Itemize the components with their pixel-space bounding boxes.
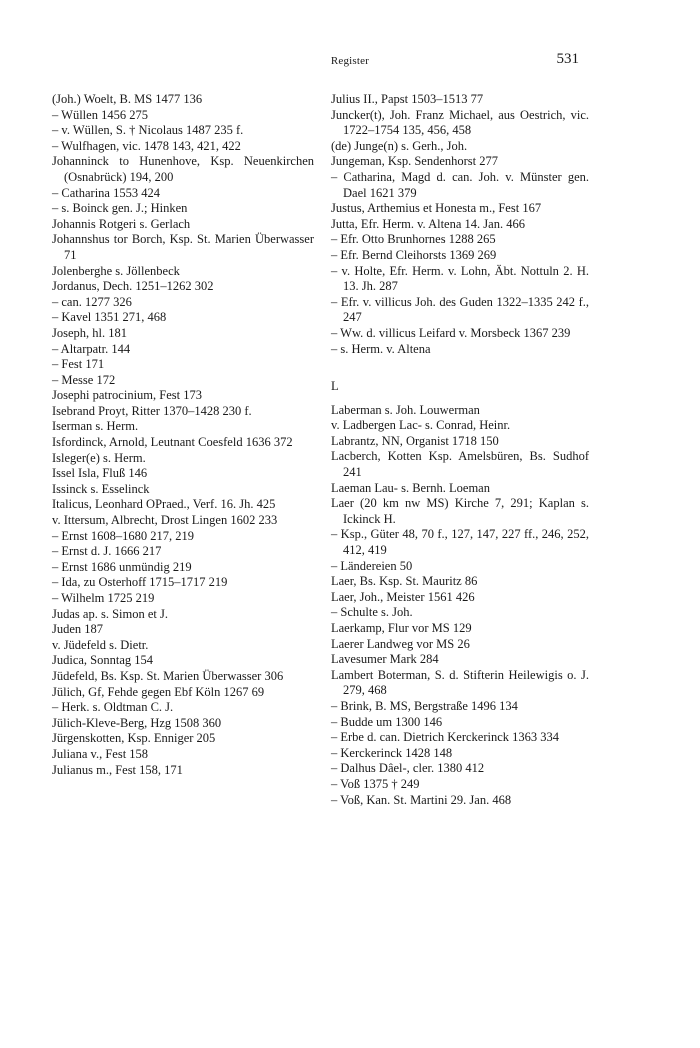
index-entry: Jolenberghe s. Jöllenbeck (52, 263, 180, 278)
index-entry: Isleger(e) s. Herm. (52, 450, 146, 465)
index-entry: v. Ladbergen Lac- s. Conrad, Heinr. (331, 418, 511, 433)
index-entry: Jülich-Kleve-Berg, Hzg 1508 360 (52, 715, 222, 730)
index-entry: Jülich, Gf, Fehde gegen Ebf Köln 1267 69 (52, 684, 265, 699)
index-entry: Jürgenskotten, Ksp. Enniger 205 (52, 731, 216, 746)
index-entry: Judas ap. s. Simon et J. (52, 606, 168, 621)
index-entry: Joseph, hl. 181 (52, 325, 127, 340)
section-letter-heading: L (331, 379, 339, 394)
index-entry: Labrantz, NN, Organist 1718 150 (331, 433, 499, 448)
index-entry: – Dalhus Dâel-, cler. 1380 412 (331, 761, 485, 776)
index-entry: – Ida, zu Osterhoff 1715–1717 219 (52, 575, 228, 590)
index-entry: – Ww. d. villicus Leifard v. Morsbeck 1367 239 (331, 325, 571, 340)
index-entry: – Catharina, Magd d. can. Joh. v. Münster gen. Dael 1621 379 (331, 169, 589, 200)
index-entry: – Kerckerinck 1428 148 (331, 745, 453, 760)
index-entry: Laer, Joh., Meister 1561 426 (331, 589, 475, 604)
index-entry: – Altarpatr. 144 (52, 341, 131, 356)
index-entry: Laerkamp, Flur vor MS 129 (331, 621, 472, 635)
index-entry: – s. Herm. v. Altena (331, 341, 431, 356)
running-header-title: Register (330, 55, 370, 67)
index-entry: Justus, Arthemius et Honesta m., Fest 167 (331, 201, 542, 216)
index-entry: Laeman Lau- s. Bernh. Loeman (331, 480, 490, 495)
index-entry: – Kavel 1351 271, 468 (52, 310, 167, 325)
index-entry: Juliana v., Fest 158 (52, 746, 149, 761)
index-entry: Juncker(t), Joh. Franz Michael, aus Oestrich, vic. 1722–1754 135, 456, 458 (331, 107, 589, 138)
index-entry: Isebrand Proyt, Ritter 1370–1428 230 f. (52, 403, 252, 418)
index-entry: Jüdefeld, Bs. Ksp. St. Marien Überwasser 306 (52, 668, 284, 683)
index-entry: Isfordinck, Arnold, Leutnant Coesfeld 1636 372 (52, 435, 293, 450)
index-entry: Johanninck to Hunenhove, Ksp. Neuenkirchen (Osnabrück) 194, 200 (52, 154, 314, 184)
index-entry: Julius II., Papst 1503–1513 77 (331, 92, 484, 106)
index-entry: – Ernst 1608–1680 217, 219 (52, 528, 195, 543)
index-entry: Italicus, Leonhard OPraed., Verf. 16. Jh. 425 (52, 497, 276, 512)
index-entry: Jordanus, Dech. 1251–1262 302 (52, 279, 214, 294)
page-number: 531 (556, 51, 579, 67)
index-entry: – Ländereien 50 (331, 558, 413, 573)
index-entry: – Erbe d. can. Dietrich Kerckerinck 1363 334 (331, 730, 560, 745)
index-entry: – Messe 172 (52, 372, 116, 387)
index-entry: – v. Wüllen, S. † Nicolaus 1487 235 f. (52, 123, 244, 138)
index-entry: Lambert Boterman, S. d. Stifterin Heilewigis o. J. 279, 468 (331, 667, 589, 698)
index-entry: v. Jüdefeld s. Dietr. (52, 637, 149, 652)
index-entry: – Catharina 1553 424 (52, 185, 160, 200)
index-entry: Judica, Sonntag 154 (52, 653, 154, 668)
index-entry: Laerer Landweg vor MS 26 (331, 636, 470, 651)
index-entry: – Efr. Otto Brunhornes 1288 265 (331, 232, 496, 247)
index-entry: – Budde um 1300 146 (331, 714, 443, 729)
index-entry: – Voß, Kan. St. Martini 29. Jan. 468 (331, 792, 512, 807)
index-column-left (52, 92, 314, 778)
index-entry: v. Ittersum, Albrecht, Drost Lingen 1602 233 (52, 513, 278, 528)
index-entry: – Voß 1375 † 249 (331, 776, 420, 791)
index-entry: Jutta, Efr. Herm. v. Altena 14. Jan. 466 (331, 216, 525, 231)
index-entry: – can. 1277 326 (52, 294, 132, 309)
index-entry: – Fest 171 (52, 357, 105, 372)
index-entry: – Schulte s. Joh. (331, 605, 413, 620)
index-entry: Josephi patrocinium, Fest 173 (52, 388, 202, 403)
index-entry: – Ksp., Güter 48, 70 f., 127, 147, 227 ff., 246, 252, 412, 419 (331, 527, 589, 558)
index-entry: Julianus m., Fest 158, 171 (52, 762, 183, 777)
index-entry: Juden 187 (52, 622, 104, 637)
index-entry: – Wulfhagen, vic. 1478 143, 421, 422 (52, 138, 241, 153)
index-entry: Johannis Rotgeri s. Gerlach (52, 216, 191, 231)
index-entry: Lacberch, Kotten Ksp. Amelsbüren, Bs. Sudhof 241 (331, 449, 589, 480)
index-entry: Iserman s. Herm. (52, 419, 139, 434)
index-entry: Laberman s. Joh. Louwerman (331, 402, 480, 417)
index-entry: – Wüllen 1456 275 (52, 107, 148, 122)
index-entry: Issel Isla, Fluß 146 (52, 466, 148, 481)
index-entry: Laer (20 km nw MS) Kirche 7, 291; Kaplan s. Ickinck H. (331, 496, 589, 526)
index-entry: Jungeman, Ksp. Sendenhorst 277 (331, 154, 498, 169)
index-entry: (de) Junge(n) s. Gerh., Joh. (331, 138, 468, 153)
index-entry: Johannshus tor Borch, Ksp. St. Marien Überwasser 71 (52, 232, 314, 262)
index-entry: – Herk. s. Oldtman C. J. (52, 700, 174, 715)
index-entry: Lavesumer Mark 284 (331, 652, 439, 667)
index-entry: – Efr. v. villicus Joh. des Guden 1322–1335 242 f., 247 (331, 294, 589, 325)
index-entry: – Efr. Bernd Cleihorsts 1369 269 (331, 247, 497, 262)
index-column-right (331, 92, 589, 808)
index-entry: (Joh.) Woelt, B. MS 1477 136 (52, 92, 203, 106)
index-entry: – v. Holte, Efr. Herm. v. Lohn, Äbt. Nottuln 2. H. 13. Jh. 287 (331, 263, 589, 294)
index-entry: Issinck s. Esselinck (52, 481, 150, 496)
index-entry: – Ernst 1686 unmündig 219 (52, 559, 192, 574)
index-entry: Laer, Bs. Ksp. St. Mauritz 86 (331, 574, 478, 589)
index-entry: – s. Boinck gen. J.; Hinken (52, 201, 188, 216)
index-entry: – Brink, B. MS, Bergstraße 1496 134 (331, 698, 518, 713)
index-entry: – Ernst d. J. 1666 217 (52, 544, 162, 559)
index-entry: – Wilhelm 1725 219 (52, 591, 155, 605)
